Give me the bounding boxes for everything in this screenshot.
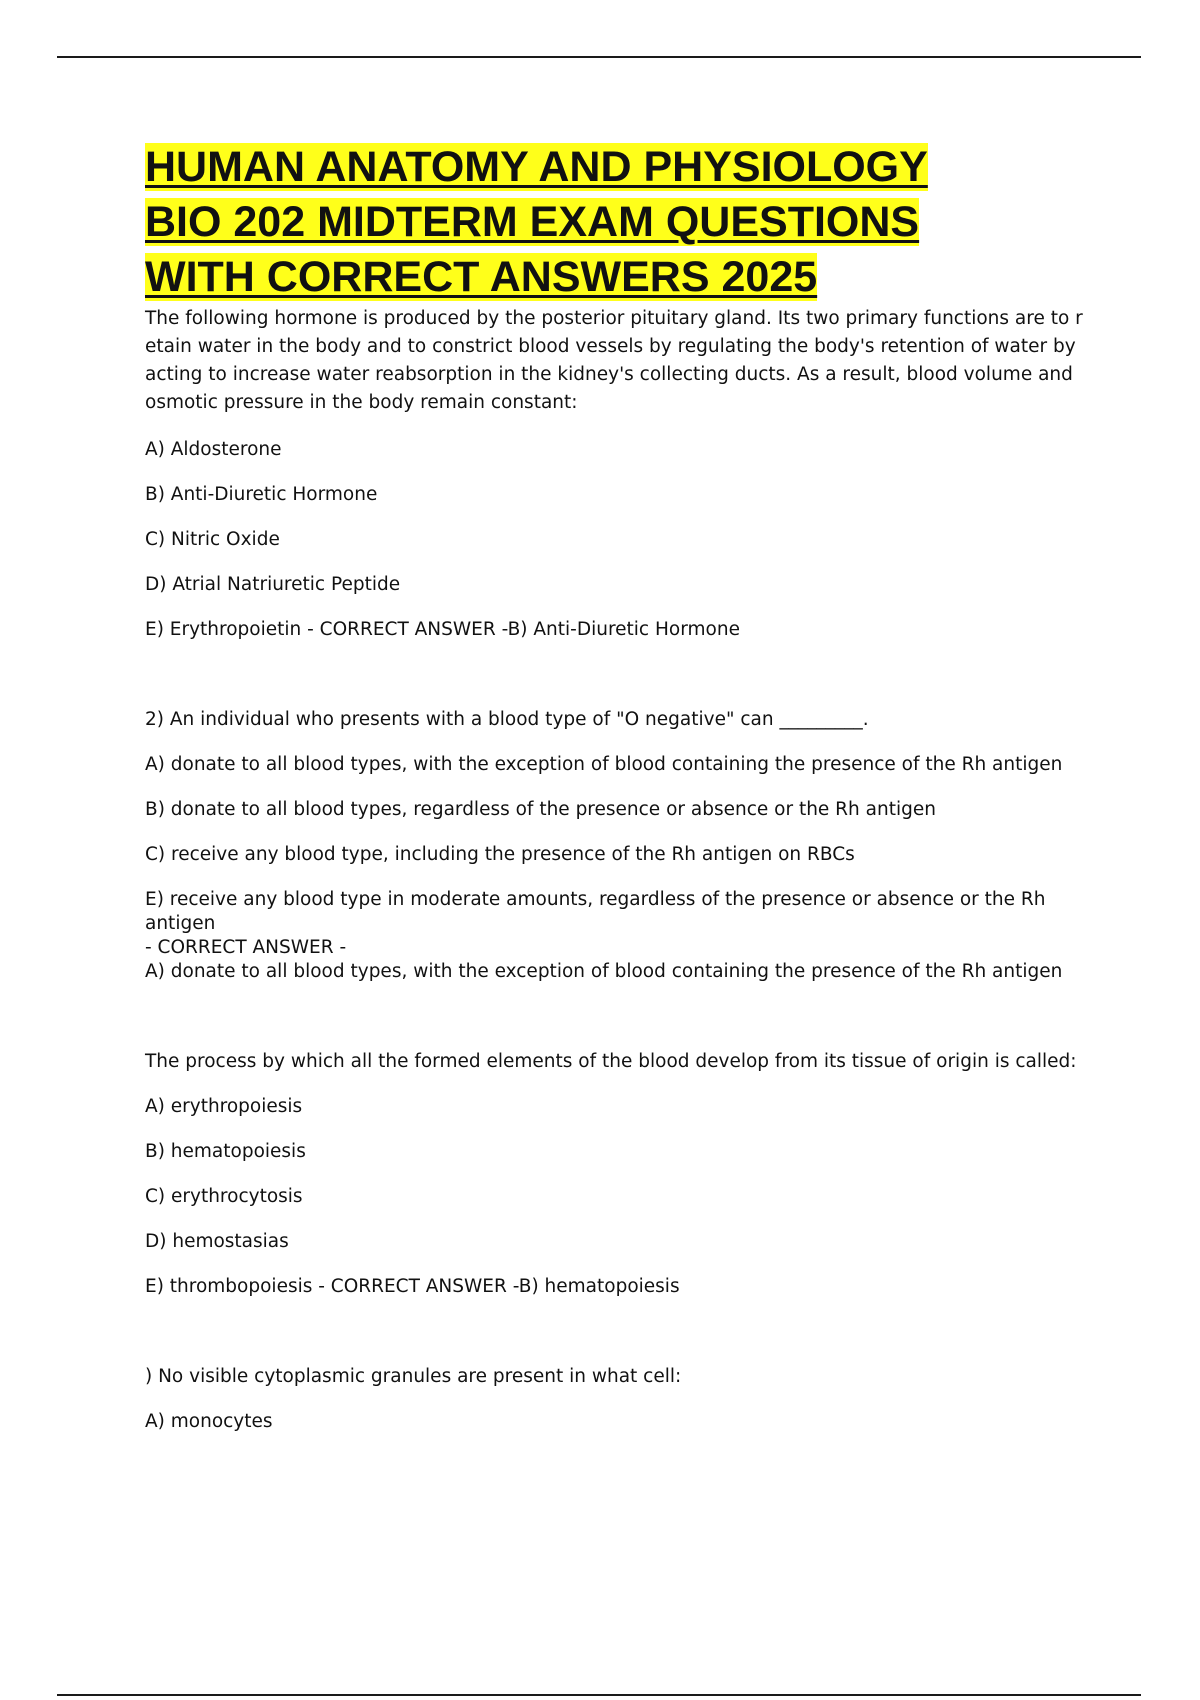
document-page [145,140,1090,1434]
question-text: The following hormone is produced by the posterior pituitary gland. Its two primary functions are to retain water in the body and to constrict blood vessels by regulating the body's retention of water by acting to increase water reabsorption in the kidney's collecting ducts. As a result, blood volume and osmotic pressure in the body remain constant: [145,308,1083,413]
answer-option: D) hemostasias [145,1231,289,1252]
question-text: The process by which all the formed elements of the blood develop from its tissue of origin is called: [145,1051,1077,1072]
answer-option: A) monocytes [145,1411,273,1432]
answer-option: C) receive any blood type, including the presence of the Rh antigen on RBCs [145,844,855,865]
answer-option: A) donate to all blood types, with the exception of blood containing the presence of the Rh antigen [145,754,1063,775]
question-block [145,1050,1090,1299]
title-line: BIO 202 MIDTERM EXAM QUESTIONS [145,198,920,246]
question-text: ) No visible cytoplasmic granules are present in what cell: [145,1366,682,1387]
correct-answer-line: A) donate to all blood types, with the exception of blood containing the presence of the Rh antigen [145,961,1063,982]
document-title [145,140,1090,305]
question-block [145,1365,1090,1434]
answer-option: B) hematopoiesis [145,1141,306,1162]
answer-option: B) donate to all blood types, regardless of the presence or absence or the Rh antigen [145,799,936,820]
answer-option: C) erythrocytosis [145,1186,303,1207]
correct-answer-marker: - CORRECT ANSWER - [145,937,347,958]
correct-answer-line: E) thrombopoiesis - CORRECT ANSWER -B) hematopoiesis [145,1276,680,1297]
bottom-rule [57,1694,1141,1696]
top-rule [57,56,1141,58]
question-block [145,305,1090,642]
answer-option: D) Atrial Natriuretic Peptide [145,574,401,595]
title-line: HUMAN ANATOMY AND PHYSIOLOGY [145,143,928,191]
correct-answer-line: E) Erythropoietin - CORRECT ANSWER -B) Anti-Diuretic Hormone [145,619,740,640]
title-line: WITH CORRECT ANSWERS 2025 [145,253,818,301]
answer-option: A) Aldosterone [145,439,282,460]
question-text: 2) An individual who presents with a blood type of "O negative" can _________. [145,709,869,730]
answer-option: B) Anti-Diuretic Hormone [145,484,378,505]
question-block [145,708,1090,984]
answer-option: E) receive any blood type in moderate amounts, regardless of the presence or absence or the Rh antigen [145,889,1046,934]
answer-option: A) erythropoiesis [145,1096,303,1117]
answer-option: C) Nitric Oxide [145,529,280,550]
